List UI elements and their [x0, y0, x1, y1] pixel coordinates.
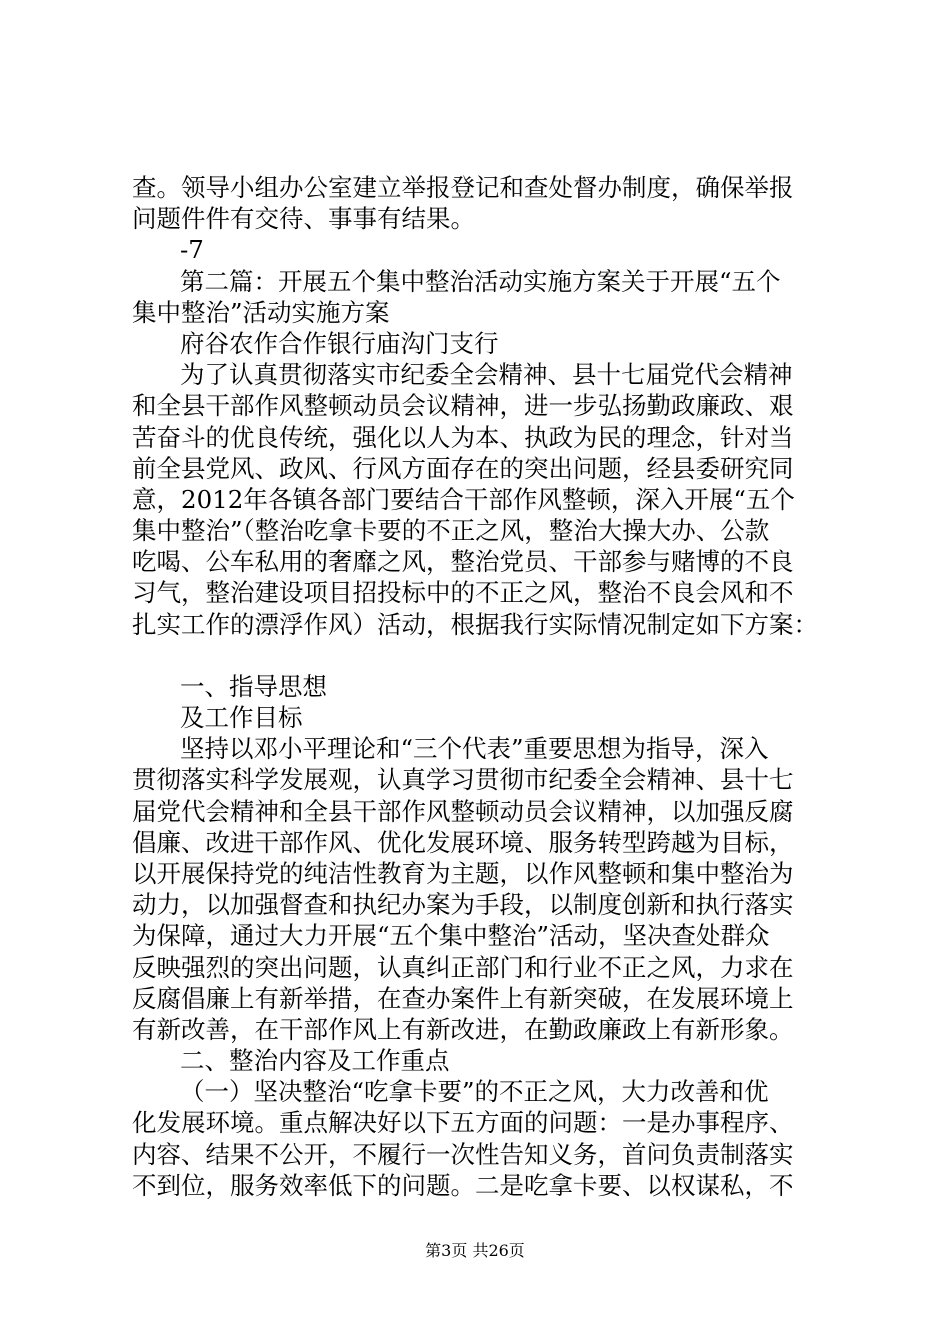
section-heading-1-cont: 及工作目标: [180, 703, 303, 732]
body-line: 内容、结果不公开，不履行一次性告知义务，首问负责制落实: [132, 1139, 794, 1169]
body-line: 化发展环境。重点解决好以下五方面的问题：一是办事程序、: [132, 1108, 794, 1138]
paragraph-gap: [132, 640, 832, 671]
body-line: 届党代会精神和全县干部作风整顿动员会议精神，以加强反腐: [132, 796, 794, 826]
body-line: 倡廉、改进干部作风、优化发展环境、服务转型跨越为目标，: [132, 827, 794, 857]
body-line: 苦奋斗的优良传统，强化以人为本、执政为民的理念，针对当: [132, 422, 794, 452]
page-marker: -7: [180, 235, 204, 265]
page-number-footer: 第3页 共26页: [425, 1241, 525, 1260]
body-line: 集中整治”（整治吃拿卡要的不正之风，整治大操大办、公款: [132, 516, 770, 546]
body-line: 以开展保持党的纯洁性教育为主题，以作风整顿和集中整治为: [132, 858, 794, 888]
body-line: 反腐倡廉上有新举措，在查办案件上有新突破，在发展环境上: [132, 983, 794, 1013]
body-line: 吃喝、公车私用的奢靡之风，整治党员、干部参与赌博的不良: [132, 547, 794, 577]
section-heading: 第二篇：开展五个集中整治活动实施方案关于开展“五个: [180, 266, 781, 296]
body-line: 习气，整治建设项目招投标中的不正之风，整治不良会风和不: [132, 578, 794, 608]
section-heading-1: 一、指导思想: [180, 671, 327, 701]
body-line: 前全县党风、政风、行风方面存在的突出问题，经县委研究同: [132, 453, 794, 483]
body-line: 意，2012年各镇各部门要结合干部作风整顿，深入开展“五个: [132, 484, 795, 514]
body-line: 查。领导小组办公室建立举报登记和查处督办制度，确保举报: [132, 173, 794, 202]
document-body: [132, 172, 832, 1201]
body-line: 贯彻落实科学发展观，认真学习贯彻市纪委全会精神、县十七: [132, 765, 794, 795]
body-line: 有新改善，在干部作风上有新改进，在勤政廉政上有新形象。: [132, 1014, 794, 1044]
section-heading-cont: 集中整治”活动实施方案: [132, 297, 390, 327]
body-line: 反映强烈的突出问题，认真纠正部门和行业不正之风，力求在: [132, 952, 794, 982]
body-line: 问题件件有交待、事事有结果。: [132, 204, 475, 234]
body-line: （一）坚决整治“吃拿卡要”的不正之风，大力改善和优: [180, 1077, 769, 1107]
body-line: 不到位，服务效率低下的问题。二是吃拿卡要、以权谋私，不: [132, 1170, 794, 1200]
body-line: 动力，以加强督查和执纪办案为手段，以制度创新和执行落实: [132, 890, 794, 920]
body-line: 扎实工作的漂浮作风）活动，根据我行实际情况制定如下方案：: [132, 609, 818, 639]
body-line: 坚持以邓小平理论和“三个代表”重要思想为指导，深入: [180, 734, 769, 764]
body-line: 为了认真贯彻落实市纪委全会精神、县十七届党代会精神: [180, 360, 793, 390]
body-line: 为保障，通过大力开展“五个集中整治”活动，坚决查处群众: [132, 921, 770, 951]
organization-name: 府谷农作合作银行庙沟门支行: [180, 328, 499, 358]
section-heading-2: 二、整治内容及工作重点: [180, 1046, 450, 1076]
body-line: 和全县干部作风整顿动员会议精神，进一步弘扬勤政廉政、艰: [132, 391, 794, 421]
